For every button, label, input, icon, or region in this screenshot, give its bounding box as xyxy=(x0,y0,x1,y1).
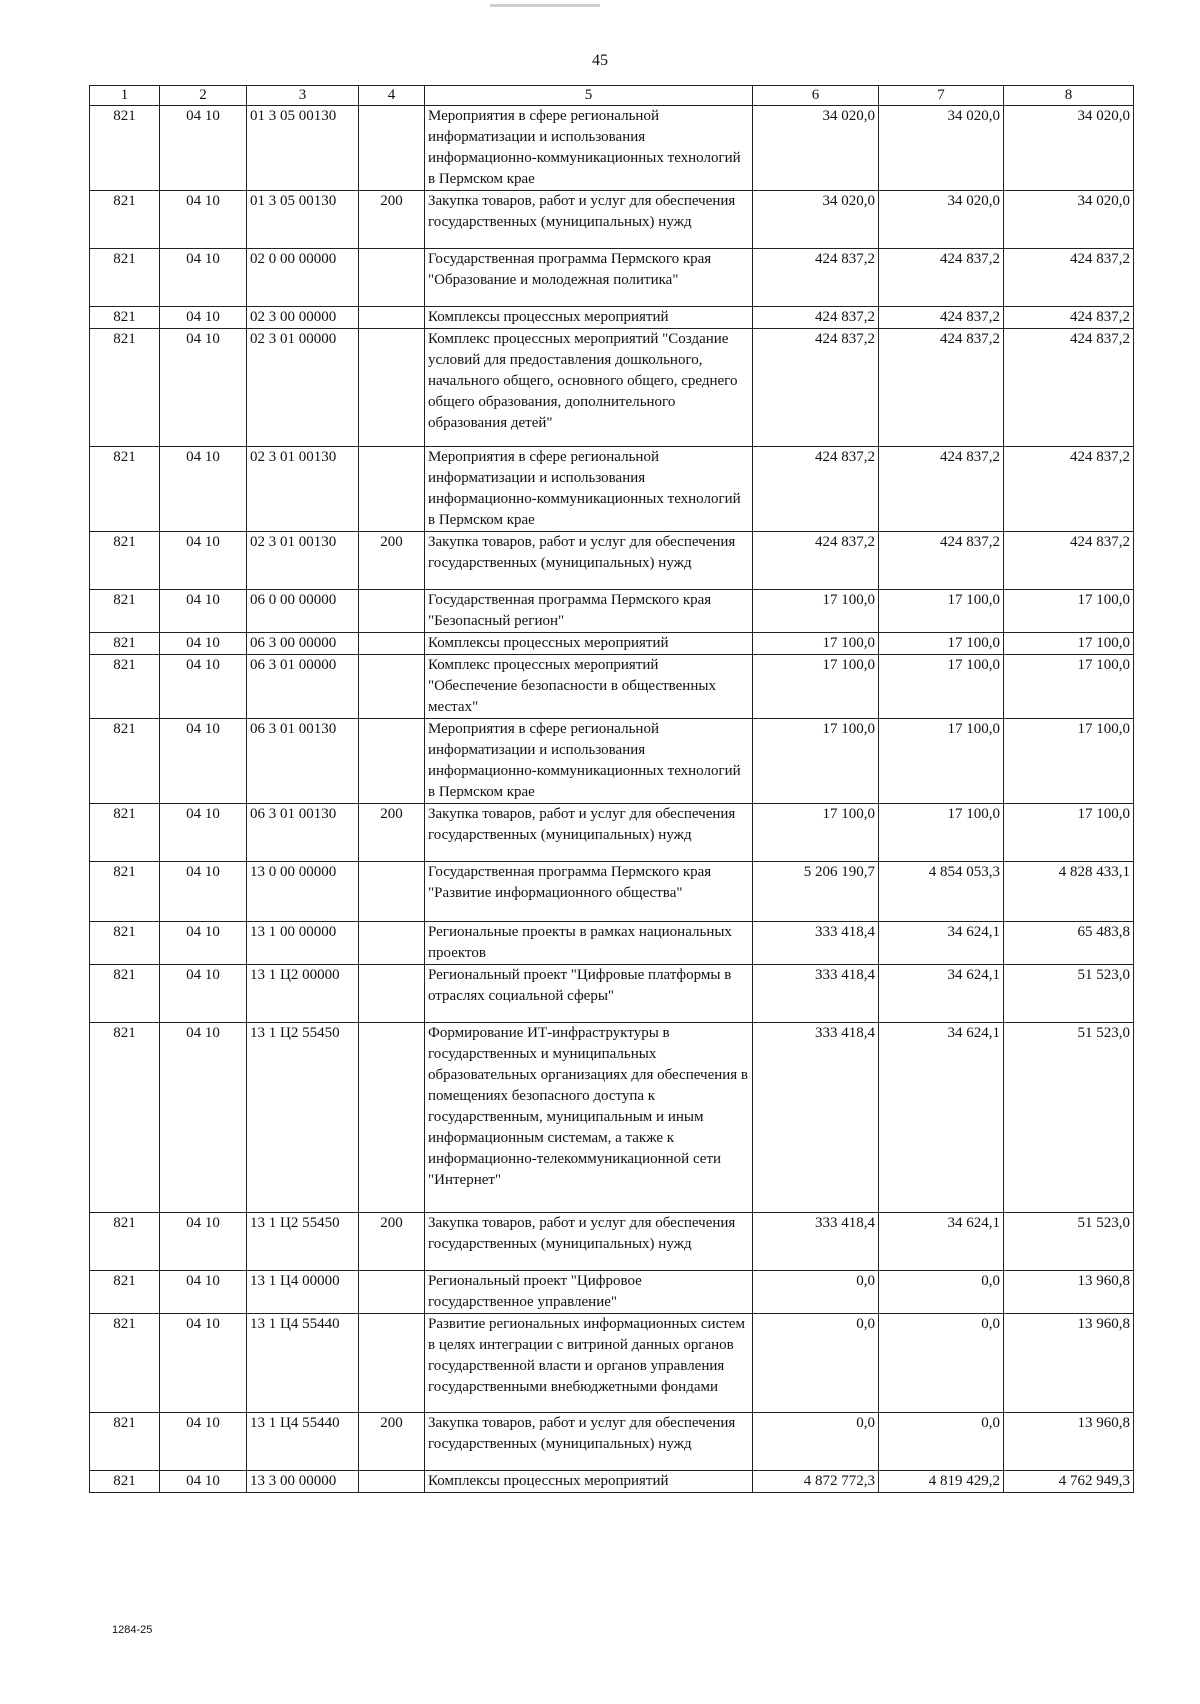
cell-expense-type xyxy=(359,307,425,329)
table-row xyxy=(90,106,1134,191)
cell-expense-type xyxy=(359,590,425,633)
column-header: 8 xyxy=(1004,86,1134,106)
cell-expense-type xyxy=(359,1023,425,1213)
column-header: 1 xyxy=(90,86,160,106)
table-row xyxy=(90,1314,1134,1413)
table-row xyxy=(90,633,1134,655)
table-row xyxy=(90,532,1134,590)
budget-table xyxy=(89,85,1134,1493)
cell-admin-code: 821 xyxy=(90,307,160,329)
cell-admin-code: 821 xyxy=(90,862,160,922)
scan-artifact xyxy=(490,4,600,7)
cell-section-code: 04 10 xyxy=(160,1471,247,1493)
cell-amount-year-2: 424 837,2 xyxy=(879,532,1004,590)
cell-admin-code: 821 xyxy=(90,804,160,862)
cell-target-article: 01 3 05 00130 xyxy=(247,191,359,249)
cell-amount-year-1: 4 872 772,3 xyxy=(753,1471,879,1493)
cell-amount-year-3: 17 100,0 xyxy=(1004,633,1134,655)
cell-amount-year-1: 333 418,4 xyxy=(753,1023,879,1213)
cell-amount-year-1: 424 837,2 xyxy=(753,249,879,307)
cell-target-article: 06 3 00 00000 xyxy=(247,633,359,655)
cell-amount-year-2: 34 624,1 xyxy=(879,965,1004,1023)
cell-amount-year-1: 34 020,0 xyxy=(753,191,879,249)
cell-target-article: 06 3 01 00000 xyxy=(247,655,359,719)
cell-amount-year-2: 34 624,1 xyxy=(879,1023,1004,1213)
cell-expense-type: 200 xyxy=(359,1213,425,1271)
cell-amount-year-2: 34 020,0 xyxy=(879,191,1004,249)
cell-admin-code: 821 xyxy=(90,1471,160,1493)
table-row xyxy=(90,1271,1134,1314)
cell-amount-year-2: 4 854 053,3 xyxy=(879,862,1004,922)
cell-target-article: 13 0 00 00000 xyxy=(247,862,359,922)
cell-admin-code: 821 xyxy=(90,106,160,191)
table-row xyxy=(90,862,1134,922)
table-row xyxy=(90,1023,1134,1213)
cell-description: Закупка товаров, работ и услуг для обеспечения государственных (муниципальных) нужд xyxy=(425,804,753,862)
cell-amount-year-3: 13 960,8 xyxy=(1004,1271,1134,1314)
cell-amount-year-3: 424 837,2 xyxy=(1004,532,1134,590)
cell-description: Комплексы процессных мероприятий xyxy=(425,1471,753,1493)
cell-amount-year-3: 17 100,0 xyxy=(1004,804,1134,862)
cell-amount-year-2: 17 100,0 xyxy=(879,719,1004,804)
cell-description: Мероприятия в сфере региональной информатизации и использования информационно-коммуникационных технологий в Пермском крае xyxy=(425,106,753,191)
cell-amount-year-3: 4 828 433,1 xyxy=(1004,862,1134,922)
cell-section-code: 04 10 xyxy=(160,1314,247,1413)
cell-target-article: 13 1 Ц4 55440 xyxy=(247,1314,359,1413)
cell-section-code: 04 10 xyxy=(160,307,247,329)
cell-target-article: 02 3 01 00130 xyxy=(247,447,359,532)
cell-target-article: 02 0 00 00000 xyxy=(247,249,359,307)
column-header: 7 xyxy=(879,86,1004,106)
table-row xyxy=(90,655,1134,719)
column-header: 2 xyxy=(160,86,247,106)
cell-description: Региональные проекты в рамках национальных проектов xyxy=(425,922,753,965)
cell-expense-type xyxy=(359,862,425,922)
cell-amount-year-3: 34 020,0 xyxy=(1004,106,1134,191)
cell-target-article: 01 3 05 00130 xyxy=(247,106,359,191)
cell-target-article: 02 3 01 00130 xyxy=(247,532,359,590)
cell-section-code: 04 10 xyxy=(160,191,247,249)
cell-target-article: 13 1 Ц2 55450 xyxy=(247,1023,359,1213)
cell-section-code: 04 10 xyxy=(160,249,247,307)
cell-description: Закупка товаров, работ и услуг для обеспечения государственных (муниципальных) нужд xyxy=(425,532,753,590)
cell-section-code: 04 10 xyxy=(160,719,247,804)
cell-amount-year-1: 424 837,2 xyxy=(753,329,879,447)
page-number: 45 xyxy=(592,52,608,69)
cell-amount-year-3: 424 837,2 xyxy=(1004,249,1134,307)
cell-amount-year-2: 0,0 xyxy=(879,1413,1004,1471)
cell-description: Закупка товаров, работ и услуг для обеспечения государственных (муниципальных) нужд xyxy=(425,191,753,249)
table-row xyxy=(90,307,1134,329)
cell-description: Комплекс процессных мероприятий "Обеспечение безопасности в общественных местах" xyxy=(425,655,753,719)
cell-section-code: 04 10 xyxy=(160,655,247,719)
cell-expense-type: 200 xyxy=(359,1413,425,1471)
cell-amount-year-1: 424 837,2 xyxy=(753,532,879,590)
cell-amount-year-1: 17 100,0 xyxy=(753,633,879,655)
cell-expense-type xyxy=(359,1271,425,1314)
cell-admin-code: 821 xyxy=(90,922,160,965)
cell-admin-code: 821 xyxy=(90,447,160,532)
cell-section-code: 04 10 xyxy=(160,1271,247,1314)
cell-target-article: 06 3 01 00130 xyxy=(247,804,359,862)
cell-amount-year-1: 5 206 190,7 xyxy=(753,862,879,922)
cell-target-article: 13 1 00 00000 xyxy=(247,922,359,965)
cell-target-article: 06 0 00 00000 xyxy=(247,590,359,633)
cell-expense-type xyxy=(359,719,425,804)
document-code: 1284-25 xyxy=(112,1624,153,1636)
cell-target-article: 02 3 00 00000 xyxy=(247,307,359,329)
cell-target-article: 06 3 01 00130 xyxy=(247,719,359,804)
cell-amount-year-3: 424 837,2 xyxy=(1004,307,1134,329)
cell-expense-type xyxy=(359,329,425,447)
cell-section-code: 04 10 xyxy=(160,447,247,532)
cell-amount-year-1: 17 100,0 xyxy=(753,590,879,633)
cell-amount-year-2: 0,0 xyxy=(879,1314,1004,1413)
cell-section-code: 04 10 xyxy=(160,106,247,191)
cell-expense-type xyxy=(359,655,425,719)
cell-amount-year-2: 17 100,0 xyxy=(879,655,1004,719)
cell-section-code: 04 10 xyxy=(160,1213,247,1271)
cell-expense-type xyxy=(359,1314,425,1413)
cell-admin-code: 821 xyxy=(90,719,160,804)
cell-admin-code: 821 xyxy=(90,1023,160,1213)
cell-target-article: 13 1 Ц4 55440 xyxy=(247,1413,359,1471)
cell-amount-year-3: 51 523,0 xyxy=(1004,1023,1134,1213)
cell-expense-type xyxy=(359,922,425,965)
cell-admin-code: 821 xyxy=(90,1413,160,1471)
table-row xyxy=(90,590,1134,633)
cell-description: Закупка товаров, работ и услуг для обеспечения государственных (муниципальных) нужд xyxy=(425,1213,753,1271)
table-row xyxy=(90,965,1134,1023)
cell-admin-code: 821 xyxy=(90,1271,160,1314)
cell-amount-year-2: 17 100,0 xyxy=(879,633,1004,655)
cell-section-code: 04 10 xyxy=(160,965,247,1023)
cell-amount-year-3: 17 100,0 xyxy=(1004,655,1134,719)
cell-amount-year-1: 34 020,0 xyxy=(753,106,879,191)
cell-amount-year-1: 424 837,2 xyxy=(753,447,879,532)
cell-admin-code: 821 xyxy=(90,249,160,307)
cell-amount-year-3: 4 762 949,3 xyxy=(1004,1471,1134,1493)
cell-amount-year-3: 17 100,0 xyxy=(1004,590,1134,633)
cell-amount-year-2: 424 837,2 xyxy=(879,447,1004,532)
cell-description: Мероприятия в сфере региональной информатизации и использования информационно-коммуникационных технологий в Пермском крае xyxy=(425,447,753,532)
cell-amount-year-1: 333 418,4 xyxy=(753,922,879,965)
cell-description: Развитие региональных информационных систем в целях интеграции с витриной данных органов государственной власти и органов управления государственными внебюджетными фондами xyxy=(425,1314,753,1413)
cell-expense-type xyxy=(359,106,425,191)
cell-admin-code: 821 xyxy=(90,1314,160,1413)
table-header xyxy=(90,86,1134,106)
cell-amount-year-2: 424 837,2 xyxy=(879,307,1004,329)
column-header: 6 xyxy=(753,86,879,106)
cell-amount-year-1: 333 418,4 xyxy=(753,1213,879,1271)
cell-expense-type xyxy=(359,1471,425,1493)
cell-amount-year-1: 0,0 xyxy=(753,1271,879,1314)
cell-section-code: 04 10 xyxy=(160,922,247,965)
cell-expense-type: 200 xyxy=(359,532,425,590)
cell-expense-type xyxy=(359,965,425,1023)
cell-description: Государственная программа Пермского края "Безопасный регион" xyxy=(425,590,753,633)
cell-amount-year-1: 424 837,2 xyxy=(753,307,879,329)
column-header: 4 xyxy=(359,86,425,106)
cell-admin-code: 821 xyxy=(90,590,160,633)
cell-section-code: 04 10 xyxy=(160,1023,247,1213)
table-row xyxy=(90,1471,1134,1493)
table-row xyxy=(90,922,1134,965)
cell-section-code: 04 10 xyxy=(160,862,247,922)
cell-target-article: 13 1 Ц2 00000 xyxy=(247,965,359,1023)
cell-amount-year-3: 65 483,8 xyxy=(1004,922,1134,965)
cell-amount-year-1: 0,0 xyxy=(753,1413,879,1471)
cell-description: Комплексы процессных мероприятий xyxy=(425,633,753,655)
cell-amount-year-1: 0,0 xyxy=(753,1314,879,1413)
cell-description: Региональный проект "Цифровое государственное управление" xyxy=(425,1271,753,1314)
cell-amount-year-2: 34 624,1 xyxy=(879,1213,1004,1271)
cell-amount-year-2: 424 837,2 xyxy=(879,329,1004,447)
cell-expense-type xyxy=(359,249,425,307)
cell-amount-year-3: 424 837,2 xyxy=(1004,447,1134,532)
cell-amount-year-3: 51 523,0 xyxy=(1004,965,1134,1023)
cell-description: Региональный проект "Цифровые платформы в отраслях социальной сферы" xyxy=(425,965,753,1023)
table-row xyxy=(90,804,1134,862)
cell-admin-code: 821 xyxy=(90,191,160,249)
cell-amount-year-2: 17 100,0 xyxy=(879,804,1004,862)
cell-target-article: 13 3 00 00000 xyxy=(247,1471,359,1493)
cell-expense-type: 200 xyxy=(359,804,425,862)
cell-target-article: 13 1 Ц4 00000 xyxy=(247,1271,359,1314)
table-body xyxy=(90,106,1134,1493)
cell-admin-code: 821 xyxy=(90,965,160,1023)
cell-amount-year-2: 424 837,2 xyxy=(879,249,1004,307)
cell-amount-year-3: 51 523,0 xyxy=(1004,1213,1134,1271)
cell-expense-type xyxy=(359,633,425,655)
column-header: 3 xyxy=(247,86,359,106)
cell-admin-code: 821 xyxy=(90,655,160,719)
cell-description: Мероприятия в сфере региональной информатизации и использования информационно-коммуникационных технологий в Пермском крае xyxy=(425,719,753,804)
table-row xyxy=(90,1413,1134,1471)
cell-description: Государственная программа Пермского края "Развитие информационного общества" xyxy=(425,862,753,922)
cell-admin-code: 821 xyxy=(90,1213,160,1271)
column-header: 5 xyxy=(425,86,753,106)
cell-section-code: 04 10 xyxy=(160,329,247,447)
cell-section-code: 04 10 xyxy=(160,1413,247,1471)
cell-amount-year-3: 13 960,8 xyxy=(1004,1413,1134,1471)
cell-amount-year-1: 333 418,4 xyxy=(753,965,879,1023)
table-row xyxy=(90,719,1134,804)
table-row xyxy=(90,249,1134,307)
table-row xyxy=(90,447,1134,532)
cell-amount-year-2: 34 020,0 xyxy=(879,106,1004,191)
cell-admin-code: 821 xyxy=(90,532,160,590)
cell-amount-year-2: 0,0 xyxy=(879,1271,1004,1314)
cell-description: Государственная программа Пермского края "Образование и молодежная политика" xyxy=(425,249,753,307)
cell-section-code: 04 10 xyxy=(160,633,247,655)
cell-description: Закупка товаров, работ и услуг для обеспечения государственных (муниципальных) нужд xyxy=(425,1413,753,1471)
cell-target-article: 13 1 Ц2 55450 xyxy=(247,1213,359,1271)
table-row xyxy=(90,191,1134,249)
table-row xyxy=(90,329,1134,447)
cell-amount-year-2: 17 100,0 xyxy=(879,590,1004,633)
cell-admin-code: 821 xyxy=(90,633,160,655)
cell-target-article: 02 3 01 00000 xyxy=(247,329,359,447)
table-row xyxy=(90,1213,1134,1271)
cell-description: Комплекс процессных мероприятий "Создание условий для предоставления дошкольного, начального общего, основного общего, среднего общего образования, дополнительного образования детей" xyxy=(425,329,753,447)
cell-amount-year-1: 17 100,0 xyxy=(753,804,879,862)
cell-expense-type xyxy=(359,447,425,532)
header-row xyxy=(90,86,1134,106)
cell-expense-type: 200 xyxy=(359,191,425,249)
cell-amount-year-2: 34 624,1 xyxy=(879,922,1004,965)
cell-section-code: 04 10 xyxy=(160,532,247,590)
cell-amount-year-3: 424 837,2 xyxy=(1004,329,1134,447)
cell-amount-year-2: 4 819 429,2 xyxy=(879,1471,1004,1493)
cell-section-code: 04 10 xyxy=(160,804,247,862)
cell-admin-code: 821 xyxy=(90,329,160,447)
cell-amount-year-3: 34 020,0 xyxy=(1004,191,1134,249)
cell-description: Комплексы процессных мероприятий xyxy=(425,307,753,329)
cell-amount-year-3: 13 960,8 xyxy=(1004,1314,1134,1413)
cell-amount-year-3: 17 100,0 xyxy=(1004,719,1134,804)
cell-amount-year-1: 17 100,0 xyxy=(753,655,879,719)
cell-description: Формирование ИТ-инфраструктуры в государственных и муниципальных образовательных организациях для обеспечения в помещениях безопасного доступа к государственным, муниципальным и иным информационным системам, а также к информационно-телекоммуникационной сети "Интернет" xyxy=(425,1023,753,1213)
cell-section-code: 04 10 xyxy=(160,590,247,633)
cell-amount-year-1: 17 100,0 xyxy=(753,719,879,804)
